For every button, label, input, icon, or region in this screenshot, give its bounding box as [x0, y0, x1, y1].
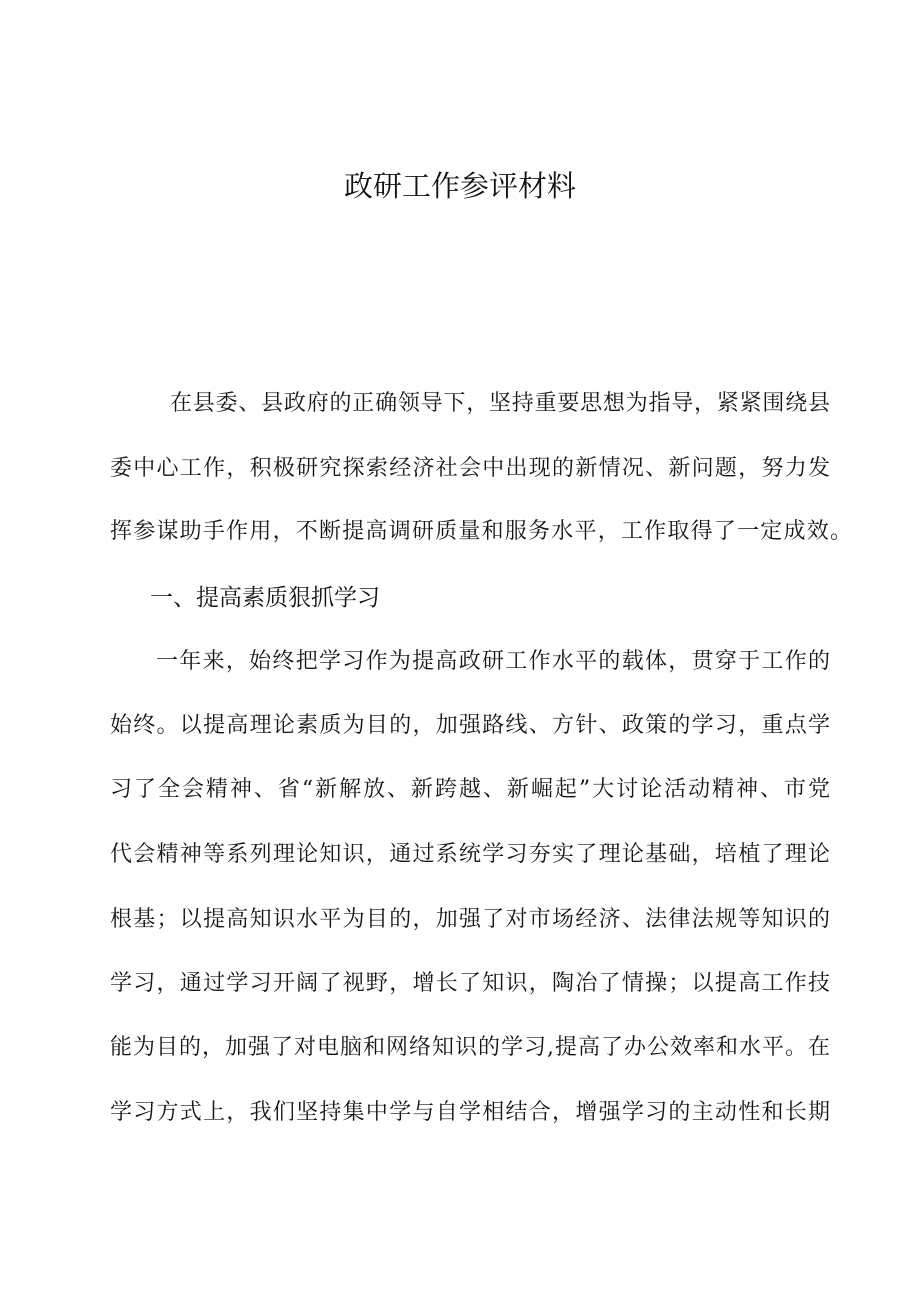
section-line-4: 代会精神等系列理论知识，通过系统学习夯实了理论基础，培植了理论	[110, 842, 830, 867]
section-line-1: 一年来，始终把学习作为提高政研工作水平的载体，贯穿于工作的	[156, 649, 830, 674]
section-line-8: 学习方式上，我们坚持集中学与自学相结合，增强学习的主动性和长期	[110, 1100, 830, 1125]
section-line-3: 习了全会精神、省“新解放、新跨越、新崛起”大讨论活动精神、市党	[110, 777, 830, 802]
section-line-6: 学习，通过学习开阔了视野，增长了知识，陶冶了情操；以提高工作技	[110, 971, 830, 996]
section-line-2: 始终。以提高理论素质为目的，加强路线、方针、政策的学习，重点学	[110, 713, 830, 738]
intro-line-3: 挥参谋助手作用，不断提高调研质量和服务水平，工作取得了一定成效。	[110, 519, 852, 544]
section-heading: 一、提高素质狠抓学习	[150, 585, 380, 611]
section-line-7: 能为目的，加强了对电脑和网络知识的学习,提高了办公效率和水平。在	[110, 1035, 830, 1060]
section-line-5: 根基；以提高知识水平为目的，加强了对市场经济、法律法规等知识的	[110, 907, 830, 932]
intro-line-2: 委中心工作，积极研究探索经济社会中出现的新情况、新问题，努力发	[110, 456, 830, 481]
intro-line-1: 在县委、县政府的正确领导下，坚持重要思想为指导，紧紧围绕县	[170, 391, 830, 416]
document-title: 政研工作参评材料	[343, 169, 576, 203]
